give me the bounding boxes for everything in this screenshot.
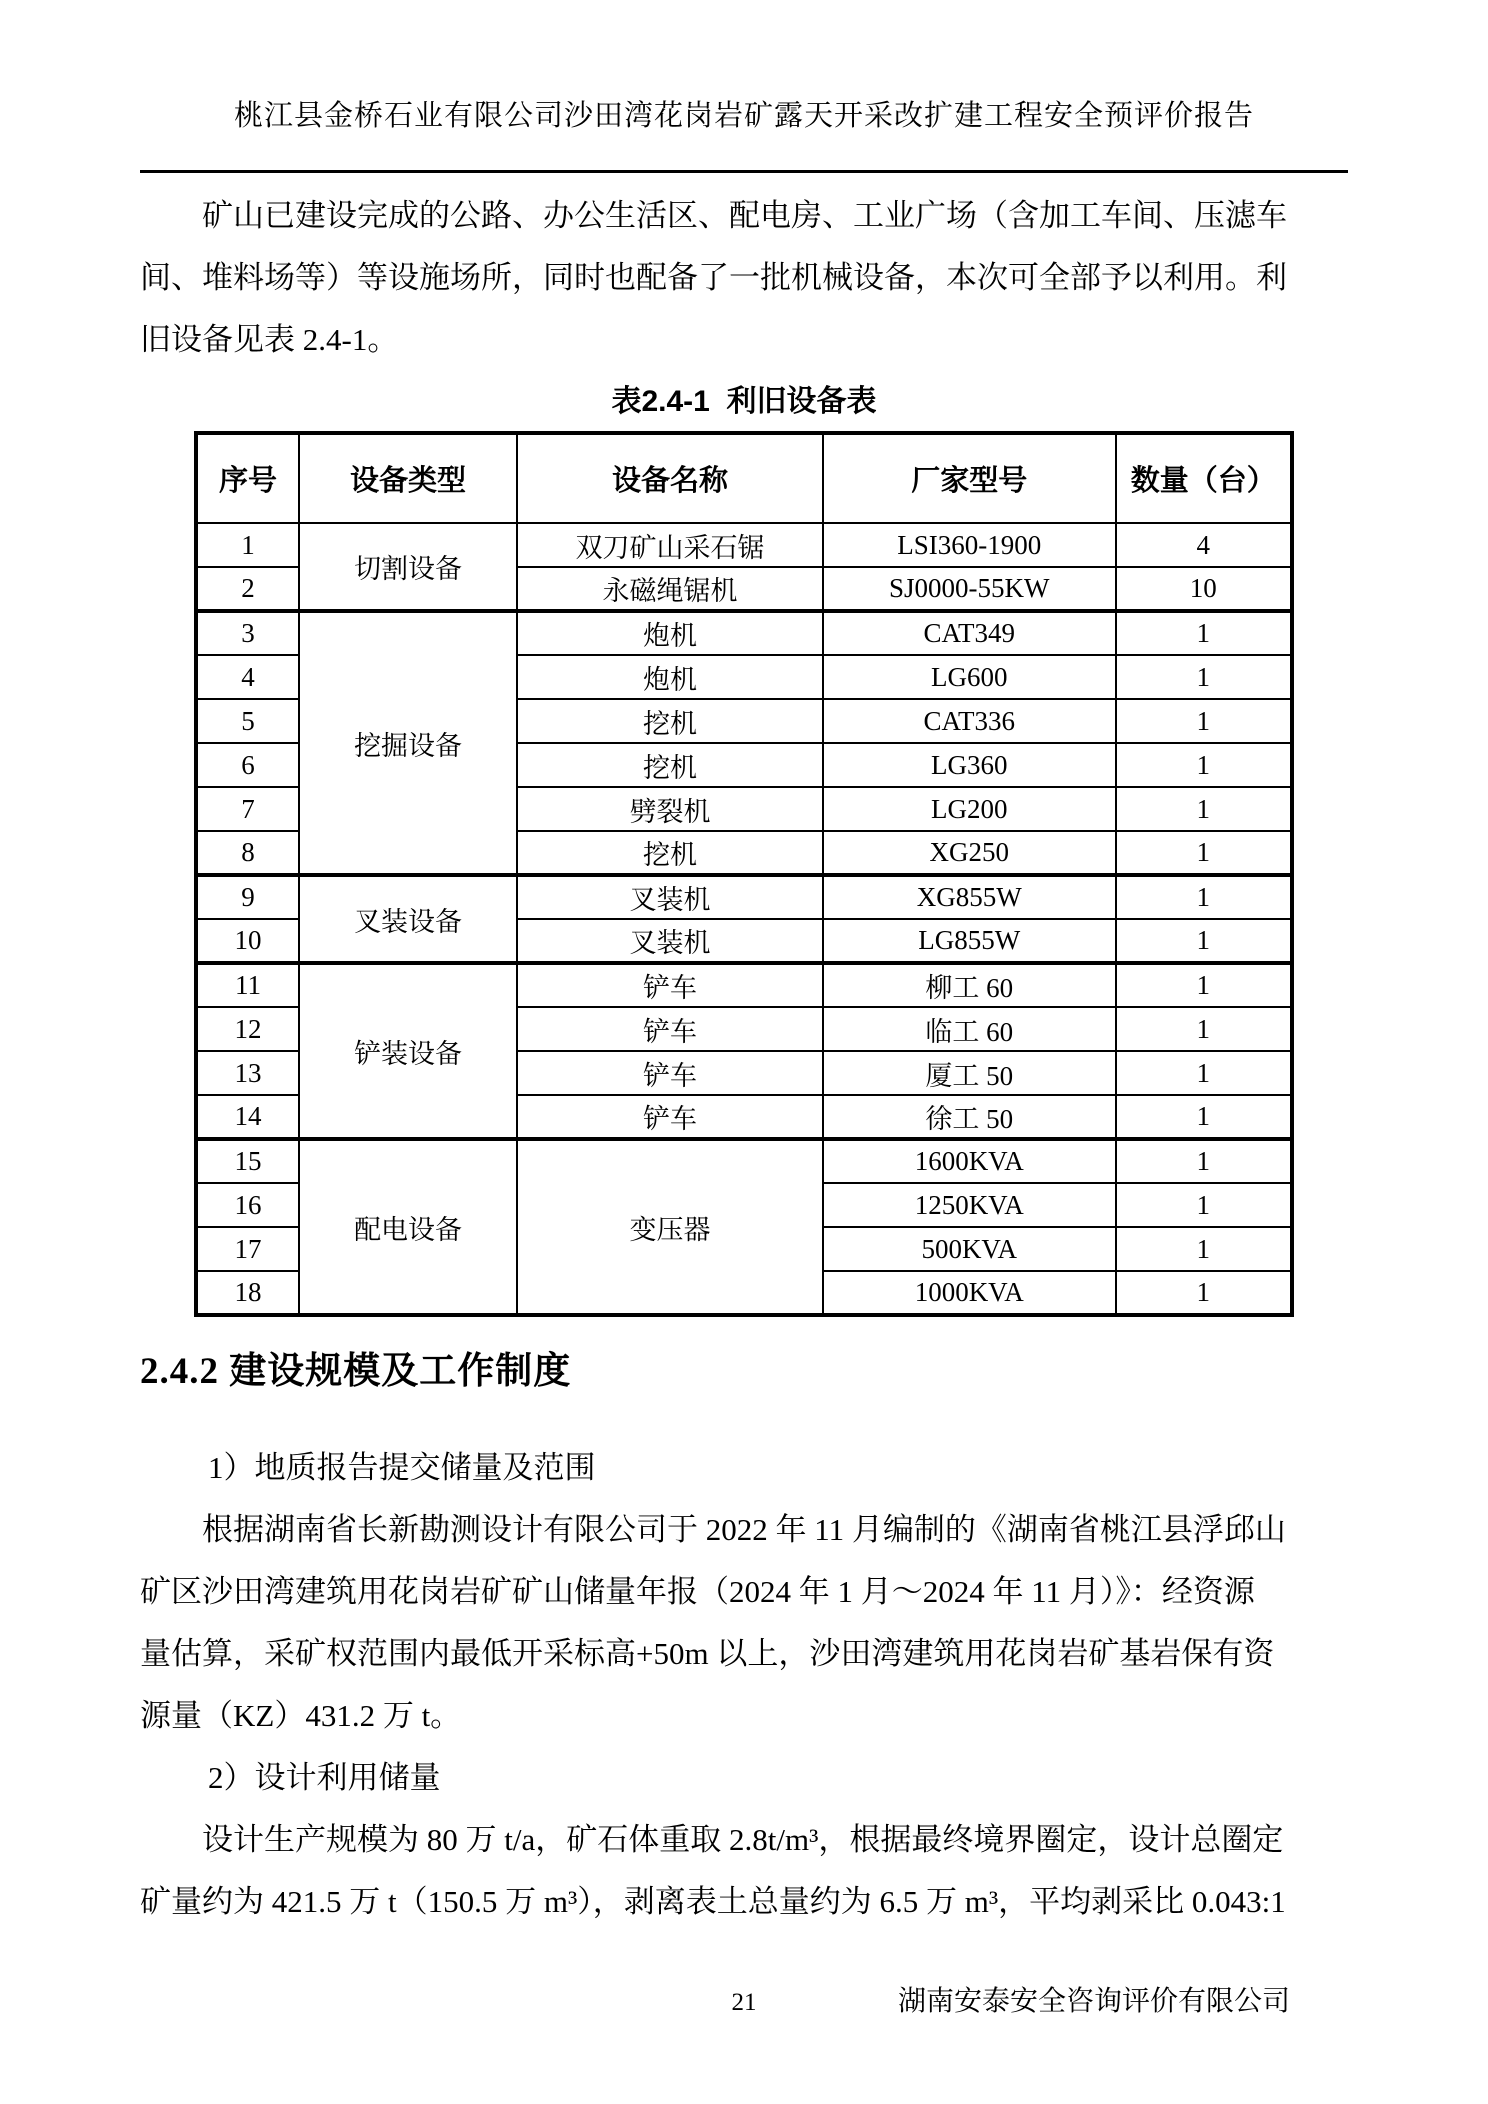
equipment-name-cell: 铲车 <box>517 963 823 1007</box>
manufacturer-model-cell: 1600KVA <box>823 1139 1116 1183</box>
quantity-cell: 1 <box>1116 1271 1292 1315</box>
manufacturer-model-cell: LG200 <box>823 787 1116 831</box>
quantity-cell: 1 <box>1116 611 1292 655</box>
manufacturer-model-cell: LG360 <box>823 743 1116 787</box>
manufacturer-model-cell: LSI360-1900 <box>823 523 1116 567</box>
equipment-type-cell: 叉装设备 <box>299 875 517 963</box>
quantity-cell: 10 <box>1116 567 1292 611</box>
equipment-name-cell: 铲车 <box>517 1051 823 1095</box>
quantity-cell: 1 <box>1116 875 1292 919</box>
manufacturer-model-cell: XG855W <box>823 875 1116 919</box>
quantity-cell: 1 <box>1116 1139 1292 1183</box>
serial-number-cell: 18 <box>196 1271 299 1315</box>
page-header-title: 桃江县金桥石业有限公司沙田湾花岗岩矿露天开采改扩建工程安全预评价报告 <box>233 100 1254 132</box>
paragraph-line: 设计生产规模为 80 万 t/a，矿石体重取 2.8t/m³，根据最终境界圈定，设计总圈定 <box>202 1822 1284 1857</box>
equipment-table-body <box>196 523 1292 1315</box>
quantity-cell: 1 <box>1116 1095 1292 1139</box>
table-row <box>196 611 1292 655</box>
equipment-name-cell: 叉装机 <box>517 919 823 963</box>
serial-number-cell: 15 <box>196 1139 299 1183</box>
paragraph-line: 根据湖南省长新勘测设计有限公司于 2022 年 11 月编制的《湖南省桃江县浮邱山 <box>202 1512 1286 1547</box>
serial-number-cell: 16 <box>196 1183 299 1227</box>
footer-page-number: 21 <box>731 1989 757 2016</box>
paragraph-line: 源量（KZ）431.2 万 t。 <box>140 1698 462 1733</box>
serial-number-cell: 8 <box>196 831 299 875</box>
manufacturer-model-cell: LG600 <box>823 655 1116 699</box>
manufacturer-model-cell: 徐工 50 <box>823 1095 1116 1139</box>
equipment-name-cell: 挖机 <box>517 743 823 787</box>
serial-number-cell: 2 <box>196 567 299 611</box>
intro-paragraph <box>140 185 1348 371</box>
equipment-table-head-row <box>196 433 1292 523</box>
equipment-type-cell: 切割设备 <box>299 523 517 611</box>
list-item-geology-report: 1）地质报告提交储量及范围 <box>208 1450 596 1485</box>
paragraph-line: 矿量约为 421.5 万 t（150.5 万 m³），剥离表土总量约为 6.5 万 m³，平均剥采比 0.043:1 <box>140 1884 1286 1919</box>
quantity-cell: 1 <box>1116 655 1292 699</box>
quantity-cell: 1 <box>1116 787 1292 831</box>
serial-number-cell: 9 <box>196 875 299 919</box>
paragraph-line: 矿山已建设完成的公路、办公生活区、配电房、工业广场（含加工车间、压滤车 <box>202 198 1287 233</box>
page-content <box>0 96 1488 2047</box>
design-paragraph <box>140 1809 1348 1933</box>
table-row <box>196 1139 1292 1183</box>
header-rule-divider <box>140 170 1348 173</box>
geology-paragraph <box>140 1499 1348 1747</box>
footer-company-name: 湖南安泰安全咨询评价有限公司 <box>897 1986 1290 2017</box>
manufacturer-model-cell: XG250 <box>823 831 1116 875</box>
serial-number-cell: 4 <box>196 655 299 699</box>
quantity-cell: 1 <box>1116 963 1292 1007</box>
equipment-name-cell: 双刀矿山采石锯 <box>517 523 823 567</box>
quantity-cell: 4 <box>1116 523 1292 567</box>
equipment-table <box>194 431 1294 1317</box>
manufacturer-model-cell: 1250KVA <box>823 1183 1116 1227</box>
manufacturer-model-cell: SJ0000-55KW <box>823 567 1116 611</box>
manufacturer-model-cell: 500KVA <box>823 1227 1116 1271</box>
serial-number-cell: 11 <box>196 963 299 1007</box>
column-header: 序号 <box>196 433 299 523</box>
serial-number-cell: 7 <box>196 787 299 831</box>
manufacturer-model-cell: 1000KVA <box>823 1271 1116 1315</box>
serial-number-cell: 1 <box>196 523 299 567</box>
paragraph-line: 间、堆料场等）等设施场所，同时也配备了一批机械设备，本次可全部予以利用。利 <box>140 260 1287 295</box>
serial-number-cell: 14 <box>196 1095 299 1139</box>
quantity-cell: 1 <box>1116 831 1292 875</box>
serial-number-cell: 10 <box>196 919 299 963</box>
equipment-name-cell: 变压器 <box>517 1139 823 1315</box>
table-row <box>196 523 1292 567</box>
equipment-name-cell: 铲车 <box>517 1007 823 1051</box>
manufacturer-model-cell: 厦工 50 <box>823 1051 1116 1095</box>
equipment-name-cell: 铲车 <box>517 1095 823 1139</box>
quantity-cell: 1 <box>1116 743 1292 787</box>
column-header: 厂家型号 <box>823 433 1116 523</box>
equipment-name-cell: 挖机 <box>517 699 823 743</box>
column-header: 设备名称 <box>517 433 823 523</box>
manufacturer-model-cell: 柳工 60 <box>823 963 1116 1007</box>
table-caption: 表2.4-1 利旧设备表 <box>611 385 877 418</box>
serial-number-cell: 13 <box>196 1051 299 1095</box>
list-item-design-reserves: 2）设计利用储量 <box>208 1760 441 1795</box>
equipment-name-cell: 永磁绳锯机 <box>517 567 823 611</box>
equipment-name-cell: 叉装机 <box>517 875 823 919</box>
paragraph-line: 量估算，采矿权范围内最低开采标高+50m 以上，沙田湾建筑用花岗岩矿基岩保有资 <box>140 1636 1275 1671</box>
column-header: 设备类型 <box>299 433 517 523</box>
serial-number-cell: 5 <box>196 699 299 743</box>
equipment-name-cell: 炮机 <box>517 655 823 699</box>
paragraph-line: 矿区沙田湾建筑用花岗岩矿矿山储量年报（2024 年 1 月～2024 年 11 月）》：经资源 <box>140 1574 1255 1609</box>
quantity-cell: 1 <box>1116 1051 1292 1095</box>
serial-number-cell: 12 <box>196 1007 299 1051</box>
section-heading: 2.4.2 建设规模及工作制度 <box>140 1351 572 1392</box>
equipment-type-cell: 配电设备 <box>299 1139 517 1315</box>
equipment-name-cell: 挖机 <box>517 831 823 875</box>
equipment-name-cell: 劈裂机 <box>517 787 823 831</box>
quantity-cell: 1 <box>1116 1227 1292 1271</box>
serial-number-cell: 6 <box>196 743 299 787</box>
quantity-cell: 1 <box>1116 1007 1292 1051</box>
quantity-cell: 1 <box>1116 919 1292 963</box>
column-header: 数量（台） <box>1116 433 1292 523</box>
serial-number-cell: 17 <box>196 1227 299 1271</box>
equipment-type-cell: 挖掘设备 <box>299 611 517 875</box>
manufacturer-model-cell: 临工 60 <box>823 1007 1116 1051</box>
manufacturer-model-cell: LG855W <box>823 919 1116 963</box>
table-row <box>196 963 1292 1007</box>
paragraph-line: 旧设备见表 2.4-1。 <box>140 322 399 357</box>
manufacturer-model-cell: CAT336 <box>823 699 1116 743</box>
quantity-cell: 1 <box>1116 1183 1292 1227</box>
manufacturer-model-cell: CAT349 <box>823 611 1116 655</box>
equipment-name-cell: 炮机 <box>517 611 823 655</box>
equipment-type-cell: 铲装设备 <box>299 963 517 1139</box>
table-row <box>196 875 1292 919</box>
page-footer <box>140 1977 1348 2047</box>
serial-number-cell: 3 <box>196 611 299 655</box>
quantity-cell: 1 <box>1116 699 1292 743</box>
